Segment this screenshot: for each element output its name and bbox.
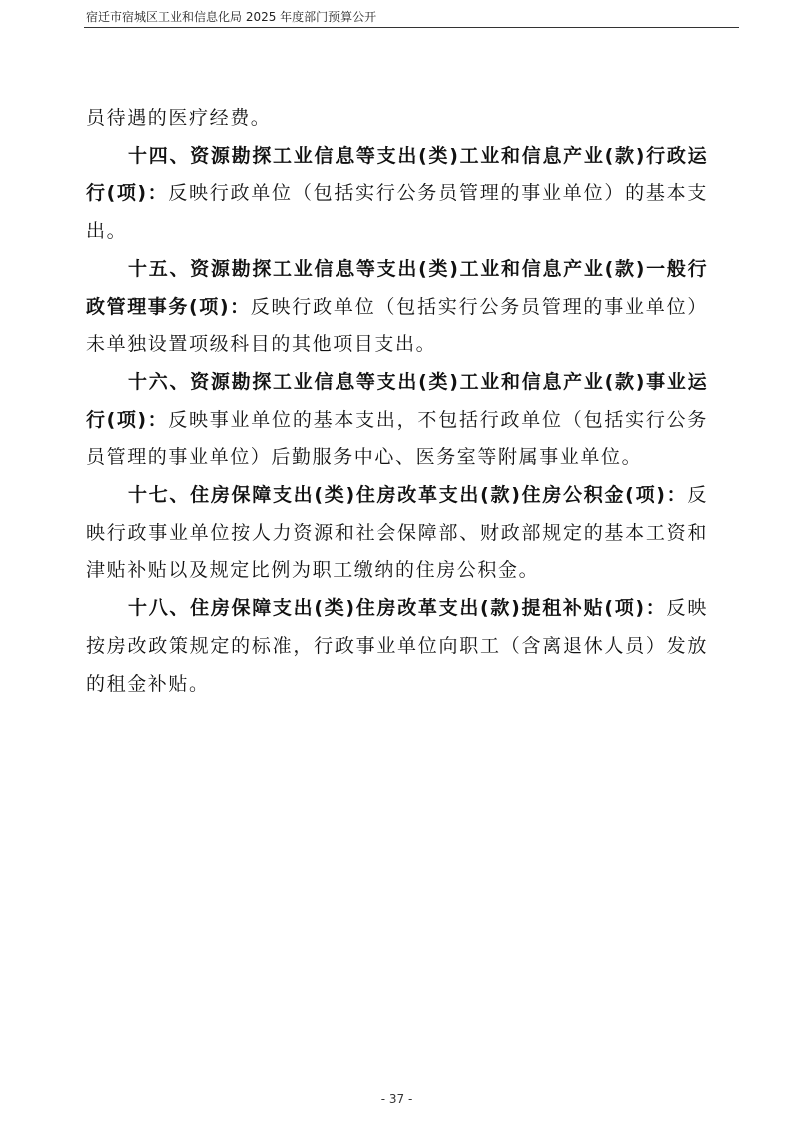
- header-divider: [84, 27, 739, 28]
- paragraph-text: 反映行政单位（包括实行公务员管理的事业单位）未单独设置项级科目的其他项目支出。: [86, 295, 708, 356]
- paragraph-item-16: [86, 364, 708, 477]
- paragraph-item-15: [86, 251, 708, 364]
- page-number: - 37 -: [380, 1092, 413, 1106]
- paragraph-item-14: [86, 138, 708, 251]
- paragraph-item-17: [86, 477, 708, 590]
- paragraph-text: 反映按房改政策规定的标准，行政事业单位向职工（含离退休人员）发放的租金补贴。: [86, 597, 709, 695]
- page-header: 宿迁市宿城区工业和信息化局 2025 年度部门预算公开: [86, 10, 377, 24]
- paragraph-continuation: [86, 100, 708, 138]
- paragraph-text: 员待遇的医疗经费。: [86, 107, 272, 129]
- paragraph-term: 十六、资源勘探工业信息等支出(类)工业和信息产业(款)事业运行(项)：: [86, 370, 708, 431]
- paragraph-text: 反映行政单位（包括实行公务员管理的事业单位）的基本支出。: [86, 182, 708, 243]
- document-body: [86, 100, 708, 703]
- paragraph-term: 十四、资源勘探工业信息等支出(类)工业和信息产业(款)行政运行(项)：: [86, 144, 708, 205]
- paragraph-text: 反映行政事业单位按人力资源和社会保障部、财政部规定的基本工资和津贴补贴以及规定比例为职工缴纳的住房公积金。: [86, 484, 708, 582]
- paragraph-item-18: [86, 590, 708, 703]
- paragraph-text: 反映事业单位的基本支出，不包括行政单位（包括实行公务员管理的事业单位）后勤服务中心、医务室等附属事业单位。: [86, 408, 708, 469]
- paragraph-term: 十八、住房保障支出(类)住房改革支出(款)提租补贴(项)：: [128, 597, 667, 620]
- paragraph-term: 十五、资源勘探工业信息等支出(类)工业和信息产业(款)一般行政管理事务(项)：: [86, 257, 708, 318]
- paragraph-term: 十七、住房保障支出(类)住房改革支出(款)住房公积金(项)：: [128, 484, 688, 507]
